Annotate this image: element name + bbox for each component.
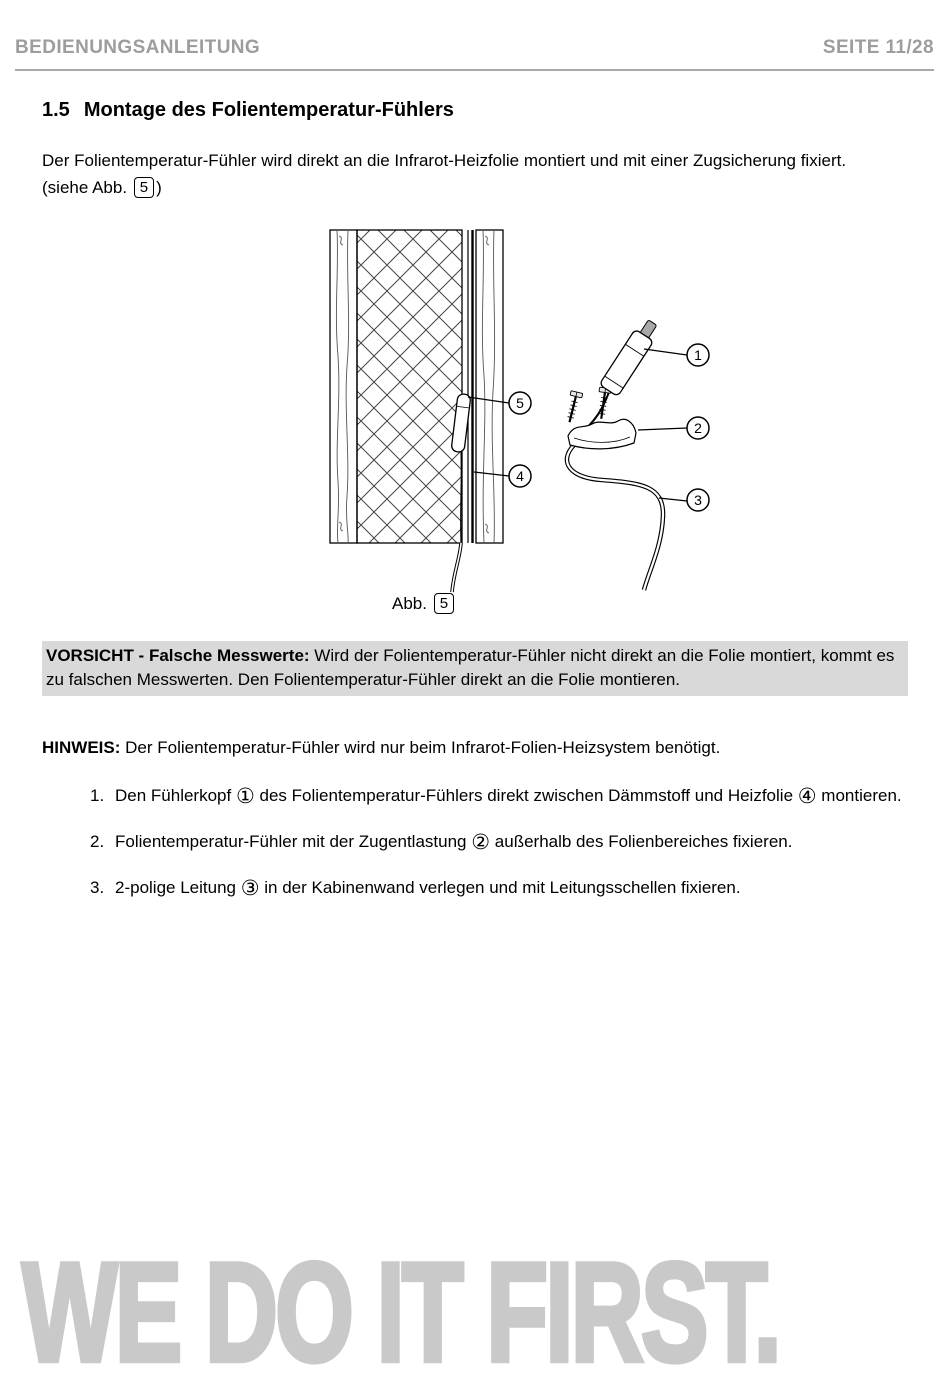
header-page-number: SEITE 11/28 xyxy=(822,37,934,58)
header-divider xyxy=(15,69,934,71)
header-document-title: BEDIENUNGSANLEITUNG xyxy=(15,37,261,58)
strain-relief-clamp xyxy=(568,419,636,449)
warning-label: VORSICHT - Falsche Messwerte: xyxy=(46,646,310,665)
callout-4-number: 4 xyxy=(516,468,524,484)
step-text: Folientemperatur-Fühler mit der Zugentlastung ② außerhalb des Folienbereiches fixieren. xyxy=(115,830,793,854)
figure-reference-box: 5 xyxy=(134,177,154,198)
sensor-head xyxy=(599,317,662,397)
screw-icon xyxy=(564,391,583,424)
figure-caption-number-box: 5 xyxy=(434,593,454,614)
step-number: 1. xyxy=(90,786,105,805)
figure-illustration xyxy=(322,226,717,598)
inline-callout-ref: ① xyxy=(235,784,255,808)
wall-sensor-diagram xyxy=(322,226,717,598)
section-number: 1.5 xyxy=(42,99,70,121)
left-board xyxy=(330,230,357,543)
note-line xyxy=(42,734,908,761)
figure-caption xyxy=(392,594,456,615)
intro-text: Der Folientemperatur-Fühler wird direkt an die Infrarot-Heizfolie montiert und mit einer Zugsicherung fixiert. (siehe Abb. xyxy=(42,151,847,197)
page-header xyxy=(15,37,934,59)
section-title: Montage des Folientemperatur-Fühlers xyxy=(83,99,454,121)
figure-caption-label: Abb. xyxy=(392,594,427,613)
note-text: Der Folientemperatur-Fühler wird nur beim Infrarot-Folien-Heizsystem benötigt. xyxy=(120,738,721,757)
inline-callout-ref: ② xyxy=(471,830,491,854)
step-number: 3. xyxy=(90,878,105,897)
note-label: HINWEIS: xyxy=(42,738,121,757)
callout-3-number: 3 xyxy=(694,492,702,508)
step-row-1 xyxy=(90,782,935,809)
callout-4 xyxy=(509,465,531,487)
callout-leader-2 xyxy=(638,428,687,430)
watermark-slogan: WE DO IT FIRST. xyxy=(22,1234,779,1382)
right-board xyxy=(476,230,503,543)
callout-2 xyxy=(687,417,709,439)
callout-leader-3 xyxy=(659,498,687,501)
callout-1-number: 1 xyxy=(694,347,702,363)
steps-list xyxy=(90,782,935,920)
warning-text: Wird der Folientemperatur-Fühler nicht direkt an die Folie montiert, kommt es zu falschen Messwerten. Den Folientemperatur-Fühler direkt an die Folie montieren. xyxy=(46,646,895,689)
callout-1 xyxy=(687,344,709,366)
intro-paragraph xyxy=(42,147,847,201)
callout-3 xyxy=(687,489,709,511)
warning-box xyxy=(42,641,908,696)
step-row-2 xyxy=(90,828,935,855)
section-heading xyxy=(42,99,454,122)
step-row-3 xyxy=(90,874,935,901)
two-wire-cable xyxy=(567,445,663,590)
sensor-wire-in-wall xyxy=(461,452,462,542)
sensor-assembly xyxy=(564,317,663,590)
wall-section xyxy=(330,230,503,543)
step-text: 2-polige Leitung ③ in der Kabinenwand verlegen und mit Leitungsschellen fixieren. xyxy=(115,876,741,900)
step-text: Den Fühlerkopf ① des Folientemperatur-Fühlers direkt zwischen Dämmstoff und Heizfolie ④ montieren. xyxy=(115,784,902,808)
inline-callout-ref: ④ xyxy=(797,784,817,808)
callout-leader-1 xyxy=(644,349,687,355)
step-number: 2. xyxy=(90,832,105,851)
callout-5-number: 5 xyxy=(516,395,524,411)
callout-2-number: 2 xyxy=(694,420,702,436)
inline-callout-ref: ③ xyxy=(240,876,260,900)
insulation-daemmstoff xyxy=(357,230,462,543)
intro-close: ) xyxy=(156,178,162,197)
callout-5 xyxy=(509,392,531,414)
